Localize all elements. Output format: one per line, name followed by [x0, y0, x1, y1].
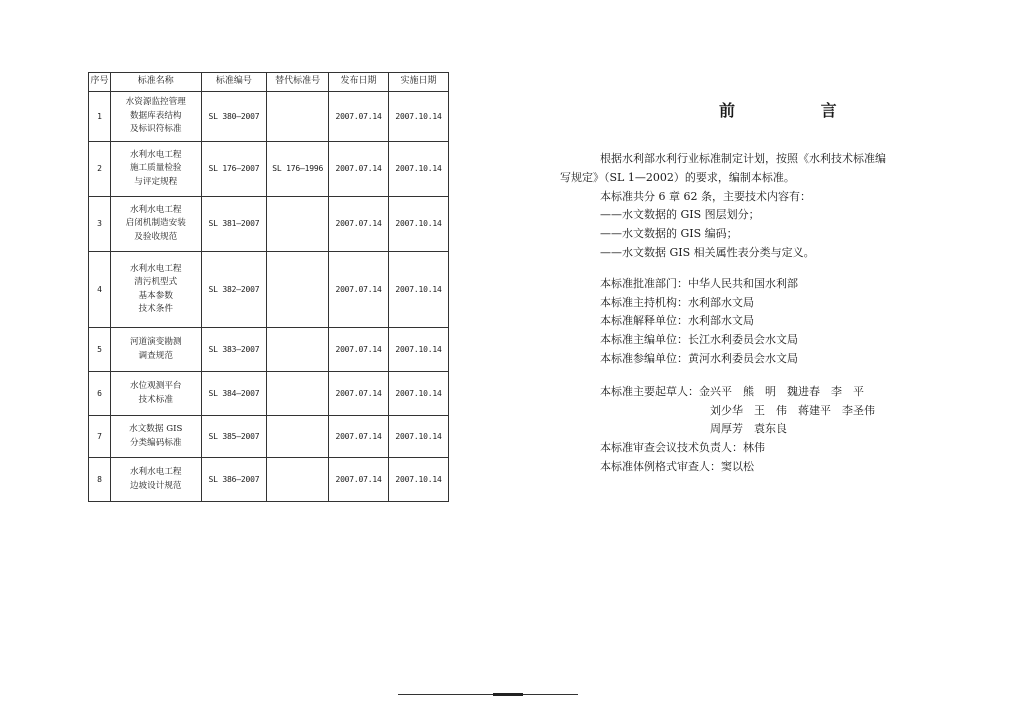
- cell-issue-date: 2007.07.14: [329, 197, 389, 252]
- cell-no: 5: [89, 328, 111, 372]
- cell-issue-date: 2007.07.14: [329, 252, 389, 328]
- table-row: [89, 458, 449, 502]
- header-replace: 替代标准号: [267, 73, 329, 92]
- cell-name-line: 边坡设计规范: [129, 480, 182, 491]
- para1-line1: 根据水利部水利行业标准制定计划，按照《水利技术标准编: [600, 152, 886, 165]
- right-page: [512, 0, 1024, 724]
- table-body: [89, 92, 449, 502]
- header-impl-date: 实施日期: [389, 73, 449, 92]
- cell-code: SL 386—2007: [201, 458, 267, 502]
- cell-name: [110, 142, 201, 197]
- cell-name-line: 水利水电工程: [129, 149, 182, 160]
- cell-replace: [267, 197, 329, 252]
- cell-no: 3: [89, 197, 111, 252]
- cell-replace: [267, 372, 329, 416]
- drafters-line2: 刘少华 王 伟 蒋建平 李圣伟: [710, 403, 875, 417]
- cell-name: [110, 372, 201, 416]
- cell-issue-date: 2007.07.14: [329, 416, 389, 458]
- item-3: ——水文数据 GIS 相关属性表分类与定义。: [600, 245, 815, 259]
- cell-replace: [267, 458, 329, 502]
- cell-impl-date: 2007.10.14: [389, 92, 449, 142]
- cell-name: [110, 458, 201, 502]
- cell-name-line: 水资源监控管理: [125, 97, 186, 108]
- item-1: ——水文数据的 GIS 图层划分；: [600, 208, 760, 222]
- header-name: 标准名称: [110, 73, 201, 92]
- cell-name-line: 技术标准: [138, 394, 173, 405]
- review-lead: 本标准审查会议技术负责人：林伟: [600, 441, 765, 455]
- cell-name: [110, 252, 201, 328]
- table-row: [89, 197, 449, 252]
- cell-impl-date: 2007.10.14: [389, 252, 449, 328]
- cell-replace: [267, 252, 329, 328]
- cell-issue-date: 2007.07.14: [329, 142, 389, 197]
- cell-no: 6: [89, 372, 111, 416]
- cell-no: 7: [89, 416, 111, 458]
- cell-name: [110, 197, 201, 252]
- approve-dept: 本标准批准部门：中华人民共和国水利部: [600, 276, 798, 290]
- cell-impl-date: 2007.10.14: [389, 372, 449, 416]
- standards-table: [88, 72, 449, 502]
- table-row: [89, 372, 449, 416]
- cell-replace: SL 176—1996: [267, 142, 329, 197]
- cell-code: SL 176—2007: [201, 142, 267, 197]
- cell-name-line: 水位观测平台: [129, 381, 182, 391]
- cell-impl-date: 2007.10.14: [389, 197, 449, 252]
- header-no: 序号: [89, 73, 111, 92]
- table-row: [89, 252, 449, 328]
- table-header-row: [89, 73, 449, 92]
- cell-name-line: 与评定规程: [134, 176, 178, 187]
- para2: 本标准共分 6 章 62 条，主要技术内容有：: [600, 189, 811, 203]
- cell-impl-date: 2007.10.14: [389, 142, 449, 197]
- cell-impl-date: 2007.10.14: [389, 458, 449, 502]
- cell-replace: [267, 328, 329, 372]
- cell-code: SL 380—2007: [201, 92, 267, 142]
- cell-name-line: 水文数据 GIS: [129, 424, 183, 434]
- left-page: [0, 0, 500, 724]
- cell-code: SL 385—2007: [201, 416, 267, 458]
- cell-name-line: 数据库表结构: [129, 110, 182, 121]
- cell-issue-date: 2007.07.14: [329, 92, 389, 142]
- cell-issue-date: 2007.07.14: [329, 328, 389, 372]
- cell-name-line: 技术条件: [138, 304, 173, 314]
- cell-name-line: 及标识符标准: [129, 124, 182, 135]
- table-row: [89, 92, 449, 142]
- cell-code: SL 382—2007: [201, 252, 267, 328]
- cell-name: [110, 328, 201, 372]
- cell-name: [110, 416, 201, 458]
- co-editor-unit: 本标准参编单位：黄河水利委员会水文局: [600, 351, 798, 365]
- cell-issue-date: 2007.07.14: [329, 372, 389, 416]
- cell-name-line: 水利水电工程: [129, 263, 182, 274]
- bottom-rule: [398, 694, 578, 695]
- cell-name-line: 及验收规范: [134, 231, 178, 242]
- cell-name-line: 分类编码标准: [129, 437, 182, 448]
- cell-name-line: 水利水电工程: [129, 467, 182, 477]
- preface-text: [560, 150, 920, 477]
- host-org: 本标准主持机构：水利部水文局: [600, 295, 754, 309]
- cell-no: 2: [89, 142, 111, 197]
- interpret-unit: 本标准解释单位：水利部水文局: [600, 314, 754, 328]
- header-issue-date: 发布日期: [329, 73, 389, 92]
- preface-title: 前 言: [719, 101, 877, 120]
- cell-impl-date: 2007.10.14: [389, 416, 449, 458]
- cell-issue-date: 2007.07.14: [329, 458, 389, 502]
- chief-editor-unit: 本标准主编单位：长江水利委员会水文局: [600, 333, 798, 347]
- cell-name-line: 调查规范: [138, 350, 173, 361]
- cell-name-line: 基本参数: [138, 290, 173, 301]
- drafters-line3: 周厚芳 袁东良: [710, 422, 787, 436]
- cell-name-line: 施工质量检验: [129, 163, 182, 174]
- drafters-line1: 本标准主要起草人：金兴平 熊 明 魏进春 李 平: [600, 384, 864, 398]
- cell-replace: [267, 416, 329, 458]
- table-row: [89, 142, 449, 197]
- cell-code: SL 383—2007: [201, 328, 267, 372]
- cell-no: 4: [89, 252, 111, 328]
- cell-name-line: 水利水电工程: [129, 204, 182, 215]
- cell-name-line: 清污机型式: [134, 277, 178, 287]
- header-code: 标准编号: [201, 73, 267, 92]
- table-row: [89, 416, 449, 458]
- table-row: [89, 328, 449, 372]
- cell-no: 1: [89, 92, 111, 142]
- format-reviewer: 本标准体例格式审查人：窦以松: [600, 459, 754, 473]
- cell-replace: [267, 92, 329, 142]
- para1-line2: 写规定》（SL 1—2002）的要求，编制本标准。: [560, 170, 795, 184]
- cell-code: SL 384—2007: [201, 372, 267, 416]
- cell-name-line: 启闭机制造安装: [125, 218, 186, 229]
- cell-code: SL 381—2007: [201, 197, 267, 252]
- item-2: ——水文数据的 GIS 编码；: [600, 227, 738, 241]
- cell-no: 8: [89, 458, 111, 502]
- cell-name-line: 河道演变勘测: [129, 337, 182, 347]
- cell-name: [110, 92, 201, 142]
- cell-impl-date: 2007.10.14: [389, 328, 449, 372]
